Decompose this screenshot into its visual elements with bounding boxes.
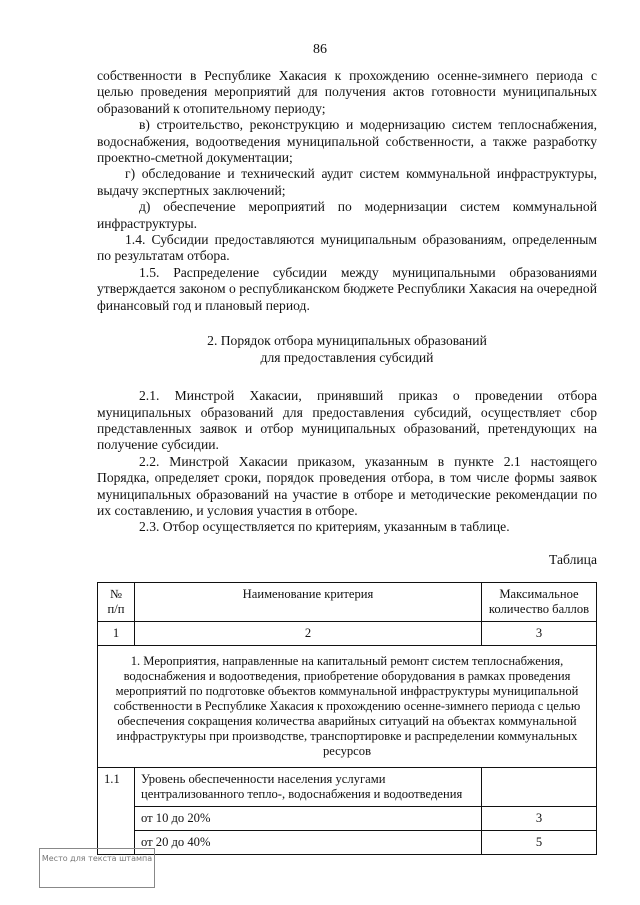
stamp: Место для текста штампа <box>39 848 155 888</box>
column-number: 3 <box>482 622 597 646</box>
criteria-table <box>97 582 597 855</box>
header-cell: № п/п <box>98 583 135 622</box>
table-caption: Таблица <box>549 551 597 567</box>
page-number: 86 <box>313 42 327 57</box>
header-cell: Наименование критерия <box>135 583 482 622</box>
paragraph: 1.4. Субсидии предоставляются муниципальным образованиям, определенным по результатам отбора. <box>97 232 597 264</box>
section-title-line: для предоставления субсидий <box>260 350 434 366</box>
section-title-line: 2. Порядок отбора муниципальных образований <box>207 333 487 349</box>
paragraph: 1.5. Распределение субсидии между муниципальными образованиями утверждается законом о республиканском бюджете Республики Хакасия на очередной финансовый год и плановый период. <box>97 264 597 313</box>
paragraph: г) обследование и технический аудит систем коммунальной инфраструктуры, выдачу экспертных заключений; <box>97 166 597 198</box>
table-row <box>98 831 597 855</box>
option-points: 5 <box>482 831 597 855</box>
paragraph: 2.1. Минстрой Хакасии, принявший приказ о проведении отбора муниципальных образований для предоставления субсидий, осуществляет сбор представленных заявок и отбор муниципальных образований, претендующих на получение субсидии. <box>97 388 597 453</box>
paragraph: собственности в Республике Хакасия к прохождению осенне-зимнего периода с целью проведения мероприятий для получения актов готовности муниципальных образований к отопительному периоду; <box>97 68 597 116</box>
table-row <box>98 807 597 831</box>
option-points: 3 <box>482 807 597 831</box>
criterion-text: Уровень обеспеченности населения услугами централизованного тепло-, водоснабжения и водоотведения <box>135 768 482 807</box>
group-row <box>98 646 597 768</box>
column-number: 1 <box>98 622 135 646</box>
paragraph: д) обеспечение мероприятий по модернизации систем коммунальной инфраструктуры. <box>97 199 597 231</box>
column-number-row <box>98 622 597 646</box>
points-cell <box>482 768 597 807</box>
option-label: от 10 до 20% <box>135 807 482 831</box>
paragraph: 2.3. Отбор осуществляется по критериям, указанным в таблице. <box>139 519 510 535</box>
option-label: от 20 до 40% <box>135 831 482 855</box>
row-number: 1.1 <box>98 768 135 855</box>
header-cell: Максимальное количество баллов <box>482 583 597 622</box>
paragraph: 2.2. Минстрой Хакасии приказом, указанным в пункте 2.1 настоящего Порядка, определяет сроки, порядок проведения отбора, в том числе формы заявок муниципальных образований на участие в отборе и методические рекомендации по их составлению, и условия участия в отборе. <box>97 453 597 518</box>
paragraph: в) строительство, реконструкцию и модернизацию систем теплоснабжения, водоснабжения, водоотведения муниципальной собственности, а также разработку проектно-сметной документации; <box>97 117 597 166</box>
section-title <box>97 332 597 366</box>
table-header-row <box>98 583 597 622</box>
document-body <box>97 68 597 855</box>
table-row <box>98 768 597 807</box>
column-number: 2 <box>135 622 482 646</box>
group-heading: 1. Мероприятия, направленные на капитальный ремонт систем теплоснабжения, водоснабжения и водоотведения, приобретение оборудования в рамках проведения мероприятий по подготовке объектов коммунальной инфраструктуры муниципальной собственности в Республике Хакасия к прохождению осенне-зимнего периода с целью обеспечения сокращения количества аварийных ситуаций на объектах коммунальной инфраструктуры при производстве, транспортировке и распределении коммунальных ресурсов <box>98 646 597 768</box>
